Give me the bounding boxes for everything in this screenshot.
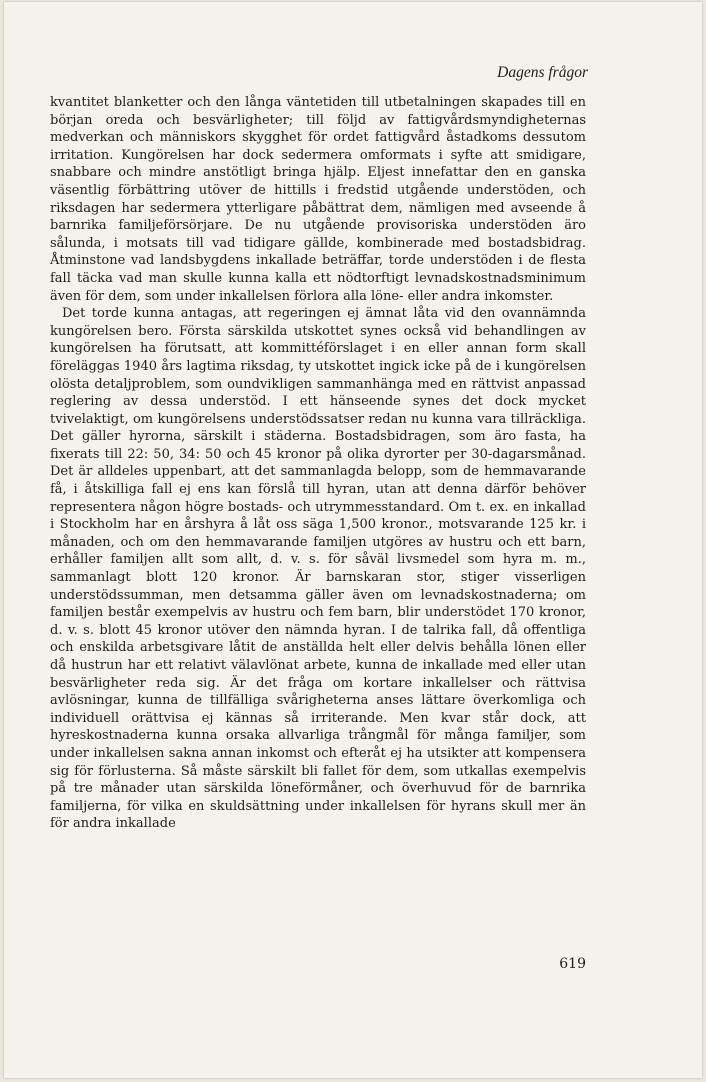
paragraph: kvantitet blanketter och den långa väntetiden till utbetalningen skapades till en början oreda och besvärligheter; till följd av fattigvårdsmyndigheternas medverkan och människors skygghet för ordet fattigvård åstadkoms dessutom irritation. Kungörelsen har dock sedermera omformats i syfte att smidigare, snabbare och mindre anstötligt bringa hjälp. Eljest innefattar den en ganska väsentlig förbättring utöver de hittills i fredstid utgående understöden, och riksdagen har sedermera ytterligare påbättrat dem, nämligen med avseende å barnrika familjeförsörjare. De nu utgående provisoriska understöden äro sålunda, i motsats till vad tidigare gällde, kombinerade med bostadsbidrag. Åtminstone vad landsbygdens inkallade beträffar, torde understöden i de flesta fall täcka vad man skulle kunna kalla ett nödtorftigt levnadskostnadsminimum även för dem, som under inkallelsen förlora alla löne- eller andra inkomster.: [50, 95, 586, 304]
running-header: Dagens frågor: [497, 64, 588, 81]
book-page: [4, 2, 702, 1078]
paragraph: Det torde kunna antagas, att regeringen ej ämnat låta vid den ovannämnda kungörelsen bero. Första särskilda utskottet synes också vid behandlingen av kungörelsen ha förutsatt, att kommittéförslaget i en eller annan form skall föreläggas 1940 års lagtima riksdag, ty utskottet ingick icke på de i kungörelsen olösta detaljproblem, som oundvikligen sammanhänga med en rättvist anpassad reglering av dessa understöd. I ett hänseende synes det dock mycket tvivelaktigt, om kungörelsens understödssatser redan nu kunna vara tillräckliga. Det gäller hyrorna, särskilt i städerna. Bostadsbidragen, som äro fasta, ha fixerats till 22: 50, 34: 50 och 45 kronor på olika dyrorter per 30-dagarsmånad. Det är alldeles uppenbart, att det sammanlagda belopp, som de hemmavarande få, i åtskilliga fall ej ens kan förslå till hyran, utan att denna därför behöver representera någon högre bostads- och utrymmesstandard. Om t. ex. en inkallad i Stockholm har en årshyra å låt oss säga 1,500 kronor., motsvarande 125 kr. i månaden, och om den hemmavarande familjen utgöres av hustru och ett barn, erhåller familjen allt som allt, d. v. s. för såväl livsmedel som hyra m. m., sammanlagt blott 120 kronor. Är barnskaran stor, stiger visserligen understödssumman, men detsamma gäller även om levnadskostnaderna; om familjen består exempelvis av hustru och fem barn, blir understödet 170 kronor, d. v. s. blott 45 kronor utöver den nämnda hyran. I de talrika fall, då offentliga och enskilda arbetsgivare låtit de anställda helt eller delvis behålla lönen eller då hustrun har ett relativt välavlönat arbete, kunna de inkallade med eller utan besvärligheter reda sig. Är det fråga om kortare inkallelser och rättvisa avlösningar, kunna de tillfälliga svårigheterna anses lättare överkomliga och individuell orättvisa ej kännas så irriterande. Men kvar står dock, att hyreskostnaderna kunna orsaka allvarliga trångmål för många familjer, som under inkallelsen sakna annan inkomst och efteråt ej ha utsikter att kompensera sig för förlusterna. Så måste särskilt bli fallet för dem, som utkallas exempelvis på tre månader utan särskilda löneförmåner, och överhuvud för de barnrika familjerna, för vilka en skuldsättning under inkallelsen för hyrans skull mer än för andra inkallade: [50, 306, 586, 832]
page-number: 619: [559, 956, 586, 972]
body-text: [50, 94, 586, 833]
